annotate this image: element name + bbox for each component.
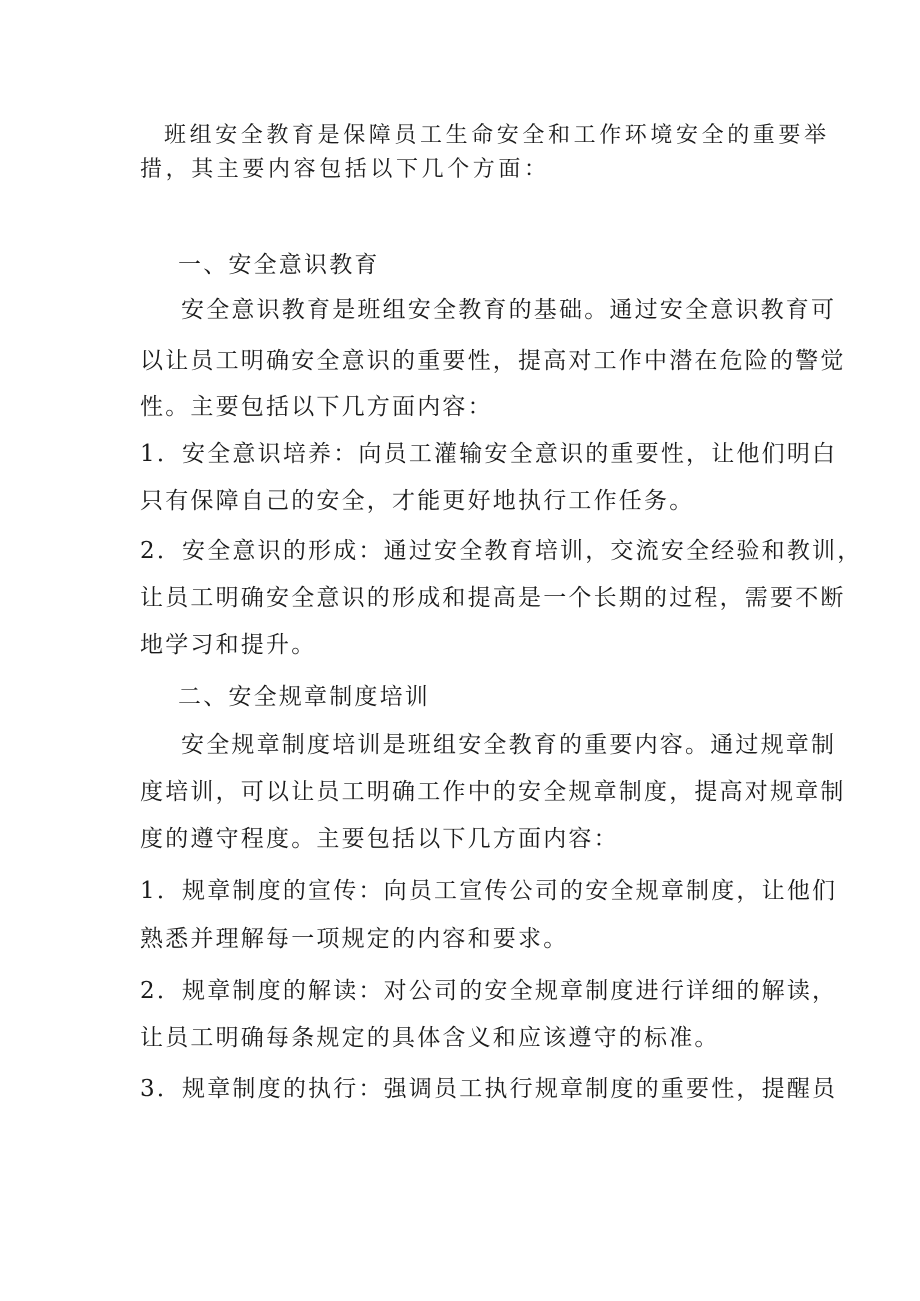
section-1-item-2-line-1: 2．安全意识的形成：通过安全教育培训，交流安全经验和教训，: [140, 538, 863, 564]
section-2-item-2-line-2: 让员工明确每条规定的具体含义和应该遵守的标准。: [140, 1025, 720, 1051]
section-1-paragraph-line-3: 性。主要包括以下几方面内容：: [140, 394, 493, 420]
section-1-item-1-line-1: 1．安全意识培养：向员工灌输安全意识的重要性，让他们明白: [140, 441, 838, 467]
section-1-paragraph-line-1: 安全意识教育是班组安全教育的基础。通过安全意识教育可: [181, 297, 837, 323]
section-1-item-1-line-2: 只有保障自己的安全，才能更好地执行工作任务。: [140, 488, 695, 514]
section-2-item-1-line-2: 熟悉并理解每一项规定的内容和要求。: [140, 926, 569, 952]
section-1-item-2-line-3: 地学习和提升。: [140, 632, 317, 658]
section-2-item-1-line-1: 1．规章制度的宣传：向员工宣传公司的安全规章制度，让他们: [140, 878, 838, 904]
section-2-paragraph-line-1: 安全规章制度培训是班组安全教育的重要内容。通过规章制: [181, 732, 837, 758]
section-2-paragraph-line-2: 度培训，可以让员工明确工作中的安全规章制度，提高对规章制: [140, 779, 846, 805]
section-1-item-2-line-2: 让员工明确安全意识的形成和提高是一个长期的过程，需要不断: [140, 585, 846, 611]
section-2-item-3-line-1: 3．规章制度的执行：强调员工执行规章制度的重要性，提醒员: [140, 1076, 838, 1102]
section-1-heading: 一、安全意识教育: [178, 252, 380, 278]
intro-line-1: 班组安全教育是保障员工生命安全和工作环境安全的重要举: [164, 123, 830, 148]
section-2-heading: 二、安全规章制度培训: [178, 684, 430, 710]
section-2-item-2-line-1: 2．规章制度的解读：对公司的安全规章制度进行详细的解读，: [140, 978, 838, 1004]
section-2-paragraph-line-3: 度的遵守程度。主要包括以下几方面内容：: [140, 826, 619, 852]
intro-line-2: 措，其主要内容包括以下几个方面：: [140, 157, 550, 182]
section-1-paragraph-line-2: 以让员工明确安全意识的重要性，提高对工作中潜在危险的警觉: [140, 348, 846, 374]
